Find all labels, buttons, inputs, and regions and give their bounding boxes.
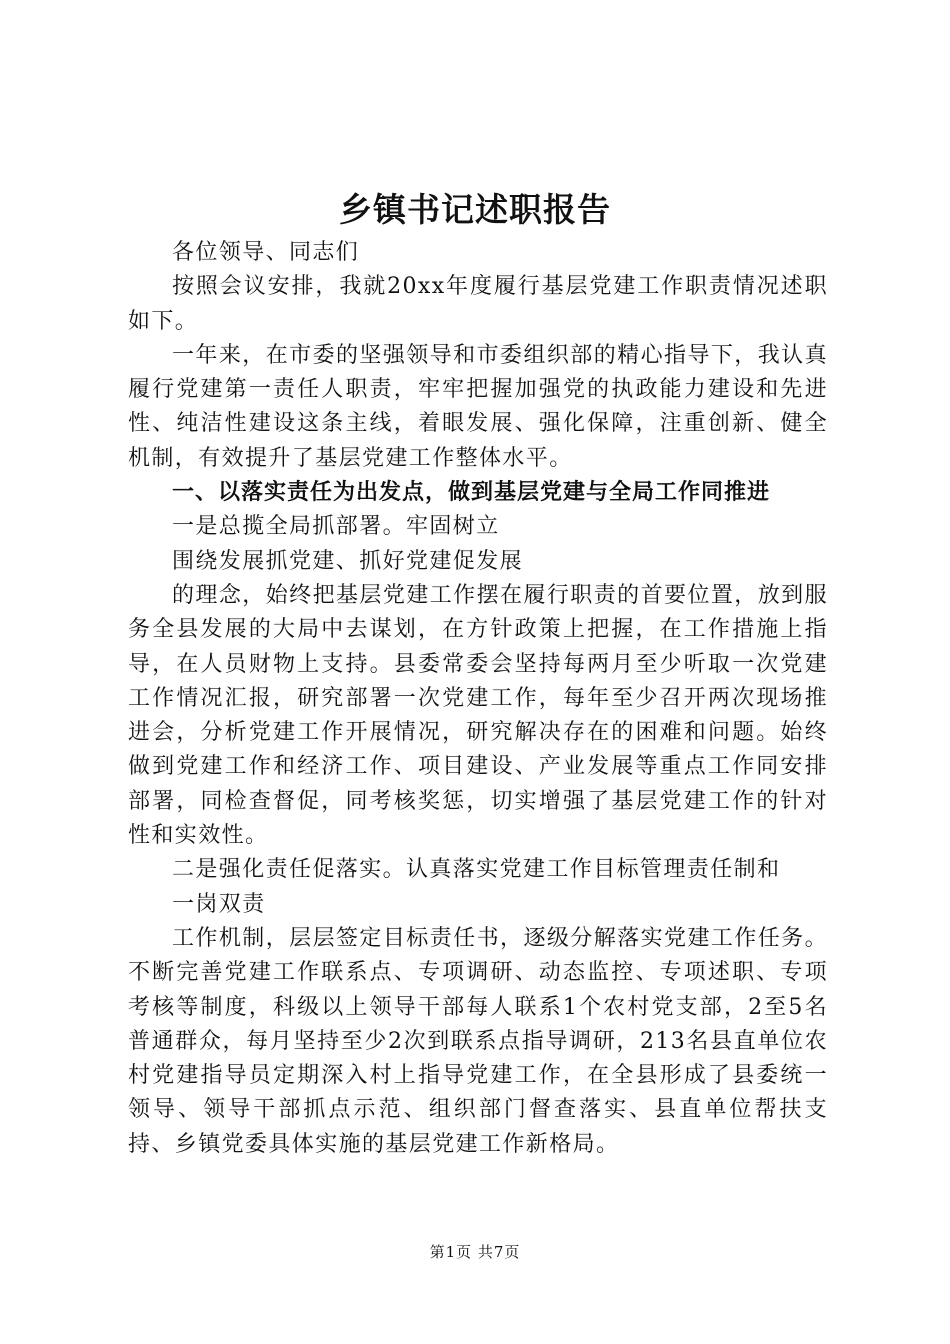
point-1-slogan: 围绕发展抓党建、抓好党建促发展	[172, 548, 524, 574]
point-2-body: 工作机制，层层签定目标责任书，逐级分解落实党建工作任务。不断完善党建工作联系点、专项调研、动态监控、专项述职、专项考核等制度，科级以上领导干部每人联系1个农村党支部，2至5名普通群众，每月坚持至少2次到联系点指导调研，213名县直单位农村党建指导员定期深入村上指导党建工作，在全县形成了县委统一领导、领导干部抓点示范、组织部门督查落实、县直单位帮扶支持、乡镇党委具体实施的基层党建工作新格局。	[128, 925, 828, 1157]
salutation: 各位领导、同志们	[172, 240, 360, 265]
document-body	[128, 236, 828, 1162]
section-heading-1: 一、以落实责任为出发点，做到基层党建与全局工作同推进	[172, 480, 771, 506]
document-title: 乡镇书记述职报告	[339, 190, 611, 229]
summary-paragraph: 一年来，在市委的坚强领导和市委组织部的精心指导下，我认真履行党建第一责任人职责，牢牢把握加强党的执政能力建设和先进性、纯洁性建设这条主线，着眼发展、强化保障，注重创新、健全机制，有效提升了基层党建工作整体水平。	[128, 342, 828, 471]
point-1-lead: 一是总揽全局抓部署。牢固树立	[172, 514, 500, 540]
point-1-body: 的理念，始终把基层党建工作摆在履行职责的首要位置，放到服务全县发展的大局中去谋划，在方针政策上把握，在工作措施上指导，在人员财物上支持。县委常委会坚持每两月至少听取一次党建工作情况汇报，研究部署一次党建工作，每年至少召开两次现场推进会，分析党建工作开展情况，研究解决存在的困难和问题。始终做到党建工作和经济工作、项目建设、产业发展等重点工作同安排部署，同检查督促，同考核奖惩，切实增强了基层党建工作的针对性和实效性。	[128, 582, 828, 849]
point-2-lead: 二是强化责任促落实。认真落实党建工作目标管理责任制和	[172, 857, 781, 883]
page-number: 第1页 共7页	[429, 1243, 521, 1261]
intro-paragraph: 按照会议安排，我就20xx年度履行基层党建工作职责情况述职如下。	[128, 274, 828, 334]
point-2-slogan: 一岗双责	[172, 891, 266, 917]
